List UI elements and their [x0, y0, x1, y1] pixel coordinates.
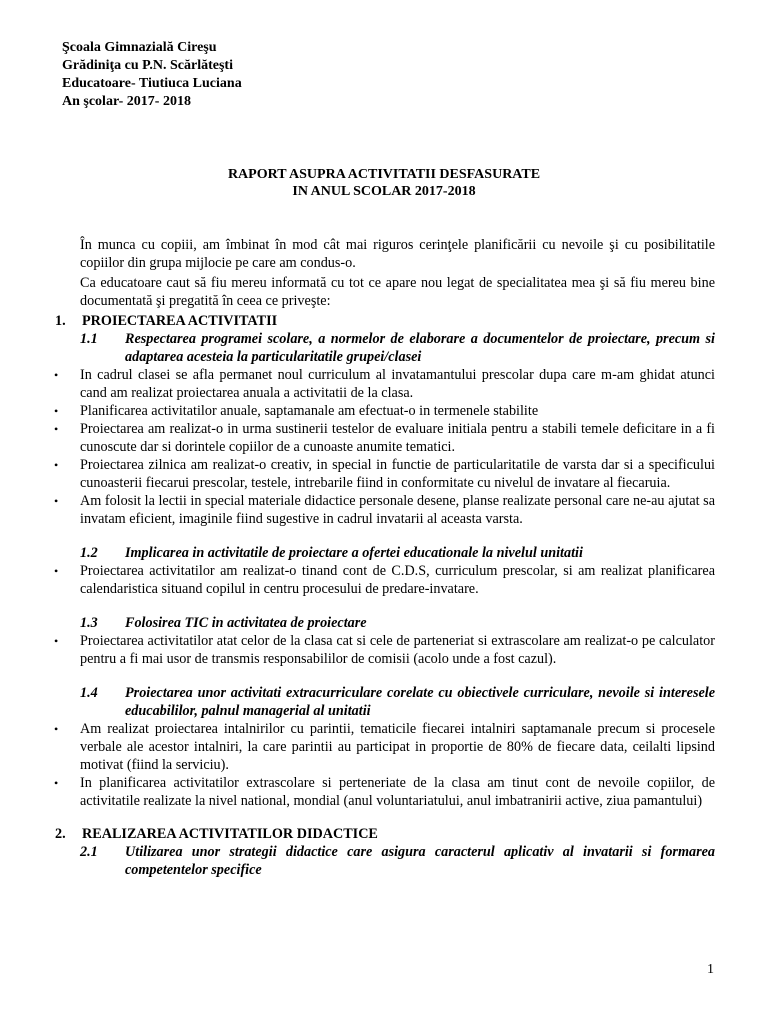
- bullet-icon: •: [54, 458, 59, 472]
- report-title: [0, 166, 768, 200]
- subsection-1-2-title: Implicarea in activitatile de proiectare a ofertei educationale la nivelul unitatii: [125, 545, 583, 561]
- subsection-1-2-heading: [80, 544, 715, 562]
- list-item: • Proiectarea activitatilor am realizat-o tinand cont de C.D.S, curriculum prescolar, si am realizat planificarea calendaristica situand copilul in centru procesului de predare-invatare.: [54, 563, 715, 597]
- list-item: • In planificarea activitatilor extrascolare si perteneriate de la clasa am tinut cont de nevoile copiilor, de activitatile realizate la nivel national, mondial (anul voluntariatului, anul imbatranirii active, ziua pamantului): [54, 775, 715, 809]
- school-year: An şcolar- 2017- 2018: [62, 94, 191, 109]
- subsection-2-1-heading: [80, 843, 715, 879]
- subsection-1-3-number: 1.3: [80, 615, 98, 631]
- subsection-1-4-number: 1.4: [80, 685, 98, 701]
- teacher-name: Educatoare- Tiutiuca Luciana: [62, 76, 242, 91]
- list-item: • Proiectarea am realizat-o in urma sustinerii testelor de evaluare initiala pentru a stabili temele deficitare in a fi cunoscute dar si dorintele copiilor de a cunoaste anumite tematici.: [54, 421, 715, 455]
- subsection-2-1-title: Utilizarea unor strategii didactice care asigura caracterul aplicativ al invatarii si formarea competentelor specifice: [125, 844, 715, 878]
- subsection-1-3-list: [54, 632, 715, 668]
- kindergarten-name: Grădiniţa cu P.N. Scărlăteşti: [62, 58, 233, 73]
- list-item: • In cadrul clasei se afla permanet noul curriculum al invatamantului prescolar dupa care m-am ghidat atunci cand am realizat proiectarea anuala a activitatii de la clasa.: [54, 367, 715, 401]
- document-body: [54, 236, 715, 879]
- intro-paragraph-2-text: Ca educatoare caut să fiu mereu informată cu tot ce apare nou legat de specialitatea mea şi să fiu mereu bine documentată şi pregatită în ceea ce priveşte:: [80, 275, 715, 309]
- subsection-1-3-heading: [80, 614, 715, 632]
- subsection-1-4-title: Proiectarea unor activitati extracurriculare corelate cu obiectivele curriculare, nevoile si interesele educabililor, palnul managerial al unitatii: [125, 685, 715, 719]
- subsection-1-1-title: Respectarea programei scolare, a normelor de elaborare a documentelor de proiectare, precum si adaptarea acesteia la particularitatile grupei/clasei: [125, 331, 715, 365]
- bullet-icon: •: [54, 368, 59, 382]
- bullet-icon: •: [54, 422, 59, 436]
- report-title-line2: IN ANUL SCOLAR 2017-2018: [292, 184, 476, 199]
- list-item: • Proiectarea zilnica am realizat-o creativ, in special in functie de particularitatile de varsta dar si a specificului cunoasterii fiecarui prescolar, testele, intrebarile fiind in conformitate cu nivelul de invatare al fiecaruia.: [54, 457, 715, 491]
- bullet-icon: •: [54, 634, 59, 648]
- list-item: • Am realizat proiectarea intalnirilor cu parintii, tematicile fiecarei intalniri saptamanale precum si procesele verbale ale acestor intalniri, la care parintii au participat in proportie de 80% de fiecare data, ceilalti lipsind motivat (fiind la serviciu).: [54, 721, 715, 773]
- bullet-icon: •: [54, 722, 59, 736]
- document-header: [62, 39, 242, 111]
- bullet-icon: •: [54, 404, 59, 418]
- bullet-icon: •: [54, 776, 59, 790]
- subsection-1-4-list: [54, 720, 715, 810]
- bullet-icon: •: [54, 564, 59, 578]
- section-2-number: 2.: [55, 826, 66, 842]
- intro-paragraph-1-text: În munca cu copiii, am îmbinat în mod cât mai riguros cerinţele planificării cu nevoile şi cu posibilitatile copiilor din grupa mijlocie pe care am condus-o.: [80, 237, 715, 271]
- section-2-heading: [55, 825, 715, 843]
- subsection-1-4-heading: [80, 684, 715, 720]
- section-1-number: 1.: [55, 313, 66, 329]
- subsection-1-2-list: [54, 562, 715, 598]
- subsection-1-3-title: Folosirea TIC in activitatea de proiectare: [125, 615, 367, 631]
- subsection-2-1-number: 2.1: [80, 844, 98, 860]
- list-item: • Planificarea activitatilor anuale, saptamanale am efectuat-o in termenele stabilite: [54, 403, 539, 419]
- intro-paragraph-1: [80, 236, 715, 272]
- bullet-icon: •: [54, 494, 59, 508]
- intro-paragraph-2: [80, 274, 715, 310]
- page-number: 1: [707, 962, 714, 977]
- subsection-1-1-number: 1.1: [80, 331, 98, 347]
- list-item: • Proiectarea activitatilor atat celor de la clasa cat si cele de parteneriat si extrascolare am realizat-o pe calculator pentru a fi mai usor de transmis responsabililor de comisii (acolo unde a fost cazul).: [54, 633, 715, 667]
- report-title-line1: RAPORT ASUPRA ACTIVITATII DESFASURATE: [227, 167, 541, 182]
- subsection-1-1-heading: [80, 330, 715, 366]
- section-1-title: PROIECTAREA ACTIVITATII: [82, 313, 278, 329]
- subsection-1-2-number: 1.2: [80, 545, 98, 561]
- section-1-heading: [55, 312, 715, 330]
- list-item: • Am folosit la lectii in special materiale didactice personale desene, planse realizate personal care ne-au ajutat sa invatam eficient, imaginile fiind sugestive in cadrul invatarii al aceasta varsta.: [54, 493, 715, 527]
- subsection-1-1-list: [54, 366, 715, 528]
- school-name: Şcoala Gimnazială Cireşu: [62, 40, 217, 55]
- section-2-title: REALIZAREA ACTIVITATILOR DIDACTICE: [82, 826, 378, 842]
